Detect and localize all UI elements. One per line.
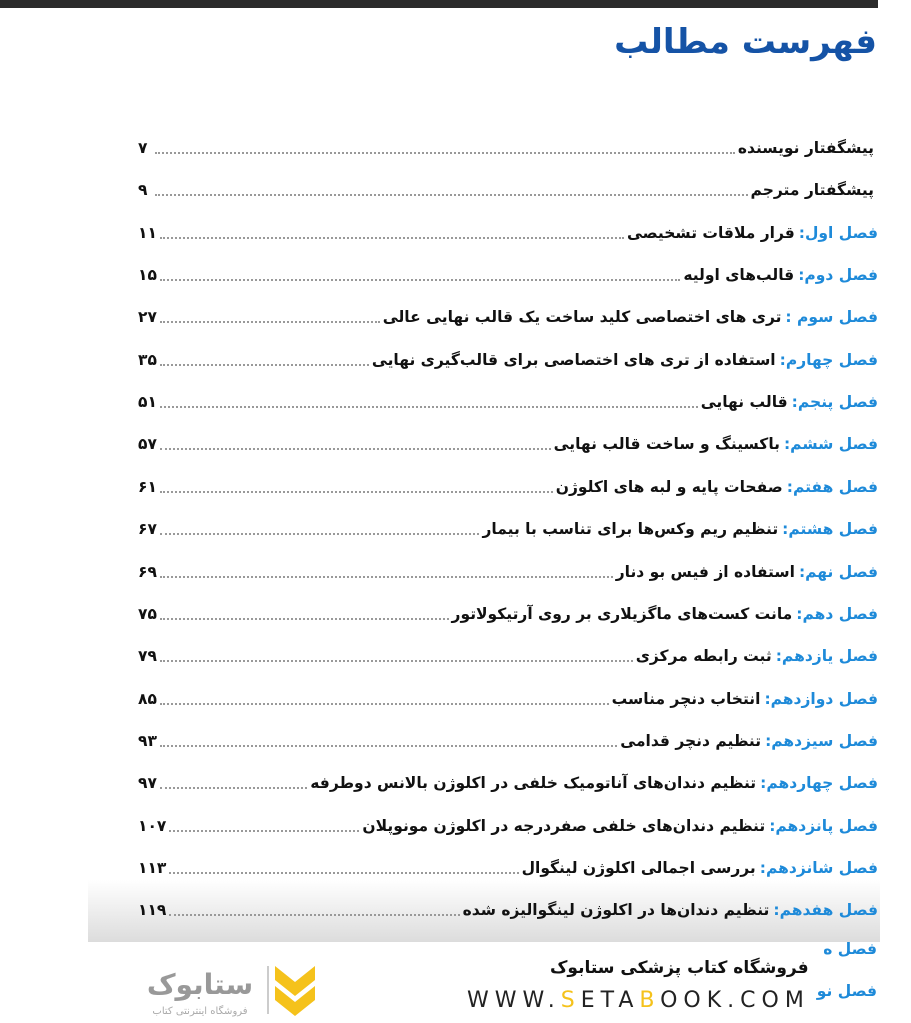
dot-leader — [160, 660, 633, 662]
chapter-title: پیشگفتار مترجم — [750, 181, 874, 200]
dot-leader — [155, 194, 748, 196]
dot-leader — [160, 576, 613, 578]
dot-leader — [160, 618, 449, 620]
chapter-title: تنظیم دنچر قدامی — [620, 731, 762, 750]
toc-entry — [138, 596, 878, 632]
toc-entry — [138, 469, 878, 505]
logo-text: ستابوک — [146, 968, 254, 1001]
logo-subtitle: فروشگاه اینترنتی کتاب — [152, 1006, 248, 1017]
page-number: ۳۵ — [138, 350, 157, 369]
toc-entry — [138, 850, 878, 886]
chapter-title: تری های اختصاصی کلید ساخت یک قالب نهایی عالی — [382, 308, 782, 327]
page-number: ۶۷ — [138, 520, 157, 539]
chapter-title: انتخاب دنچر مناسب — [611, 689, 761, 708]
setabook-logo — [120, 958, 360, 1020]
toc-entry — [138, 808, 878, 844]
chapter-title: پیشگفتار نویسنده — [737, 139, 874, 157]
dot-leader — [160, 533, 480, 535]
page-number: ۹۳ — [138, 731, 157, 750]
page-number: ۱۱ — [138, 223, 157, 242]
page-title: فهرست مطالب — [614, 22, 877, 62]
dot-leader — [160, 237, 624, 239]
chapter-label: فصل سیزدهم: — [765, 731, 878, 750]
page-number: ۲۷ — [138, 308, 157, 327]
chapter-label: فصل سوم : — [785, 308, 878, 327]
dot-leader — [160, 787, 307, 789]
chapter-title: بررسی اجمالی اکلوژن لینگوال — [521, 858, 756, 877]
top-rule — [0, 0, 878, 8]
url-part: ETA — [580, 988, 640, 1013]
toc-entry — [138, 215, 878, 251]
chapter-label: فصل هفدهم: — [773, 901, 878, 920]
page-number: ۱۱۳ — [138, 858, 167, 877]
url-part: WWW. — [467, 988, 561, 1013]
chapter-label: فصل دهم: — [796, 604, 878, 623]
chapter-label: فصل نهم: — [798, 562, 878, 581]
page-number: ۶۱ — [138, 477, 157, 496]
chapter-label: فصل دوازدهم: — [764, 689, 878, 708]
page-number: ۱۵ — [138, 266, 157, 285]
dot-leader — [169, 830, 359, 832]
dot-leader — [160, 406, 698, 408]
toc-entry — [138, 681, 878, 717]
chapter-title: استفاده از فیس بو دنار — [615, 562, 795, 581]
chapter-label: فصل پنجم: — [791, 393, 878, 412]
dot-leader — [160, 321, 380, 323]
url-part: S — [560, 988, 581, 1013]
chapter-title: قرار ملاقات تشخیصی — [626, 223, 795, 242]
chapter-title: تنظیم دندان‌های خلفی صفردرجه در اکلوژن مونوپلان — [362, 816, 766, 835]
dot-leader — [160, 745, 617, 747]
page-number: ۶۹ — [138, 562, 157, 581]
toc-entry — [138, 554, 878, 590]
chapter-label: فصل شانزدهم: — [759, 858, 878, 877]
toc-entry — [138, 765, 878, 801]
dot-leader — [169, 872, 518, 874]
toc-entry — [138, 426, 878, 462]
toc-entry — [138, 384, 878, 420]
chapter-title: صفحات پایه و لبه های اکلوژن — [555, 477, 783, 496]
page-number: ۷۹ — [138, 647, 157, 666]
chapter-label: فصل یازدهم: — [775, 647, 878, 666]
page-number: ۹۷ — [138, 774, 157, 793]
chapter-title: مانت کست‌های ماگزیلاری بر روی آرتیکولاتور — [451, 604, 793, 623]
url-part: B — [639, 988, 661, 1013]
dot-leader — [160, 703, 609, 705]
chapter-title: باکسینگ و ساخت قالب نهایی — [553, 435, 780, 454]
chapter-label: فصل هفتم: — [786, 477, 878, 496]
chapter-label: فصل هشتم: — [782, 520, 878, 539]
toc-entry — [138, 892, 878, 928]
dot-leader — [160, 279, 680, 281]
page-number: ۱۱۹ — [138, 901, 167, 920]
toc-entry — [138, 342, 878, 378]
page-number: ۵۱ — [138, 393, 157, 412]
toc-entry — [138, 130, 878, 166]
partial-entry: فصل نو — [816, 982, 877, 1000]
chapter-label: فصل ششم: — [783, 435, 878, 454]
page-number: ۷ — [138, 139, 148, 157]
chapter-title: قالب نهایی — [700, 393, 788, 412]
toc-entry — [138, 299, 878, 335]
chapter-label: فصل دوم: — [798, 266, 878, 285]
chapter-label: فصل اول: — [798, 223, 878, 242]
url-part: OOK.COM — [660, 988, 810, 1013]
watermark-store-name: فروشگاه کتاب پزشکی ستابوک — [550, 958, 809, 978]
toc-entry — [138, 511, 878, 547]
chapter-title: قالب‌های اولیه — [683, 266, 795, 285]
chapter-label: فصل چهاردهم: — [760, 774, 878, 793]
partial-entry: فصل ه — [823, 940, 877, 958]
dot-leader — [160, 491, 553, 493]
toc-entry — [138, 257, 878, 293]
chapter-title: استفاده از تری های اختصاصی برای قالب‌گیری نهایی — [371, 350, 776, 369]
chapter-title: ثبت رابطه مرکزی — [635, 647, 772, 666]
chapter-label: فصل پانزدهم: — [769, 816, 878, 835]
toc-entry — [138, 638, 878, 674]
watermark-url — [467, 988, 810, 1013]
dot-leader — [169, 914, 459, 916]
chapter-title: تنظیم ریم وکس‌ها برای تناسب با بیمار — [482, 520, 779, 539]
toc-entry — [138, 172, 878, 208]
chapter-label: فصل چهارم: — [779, 350, 878, 369]
page-number: ۸۵ — [138, 689, 157, 708]
page-number: ۵۷ — [138, 435, 157, 454]
dot-leader — [160, 448, 551, 450]
page-number: ۹ — [138, 181, 148, 200]
dot-leader — [160, 364, 369, 366]
chapter-title: تنظیم دندان‌ها در اکلوژن لینگوالیزه شده — [462, 901, 770, 920]
dot-leader — [155, 152, 735, 154]
page-number: ۷۵ — [138, 604, 157, 623]
chapter-title: تنظیم دندان‌های آناتومیک خلفی در اکلوژن بالانس دوطرفه — [310, 774, 757, 793]
toc-entry — [138, 723, 878, 759]
page-number: ۱۰۷ — [138, 816, 167, 835]
